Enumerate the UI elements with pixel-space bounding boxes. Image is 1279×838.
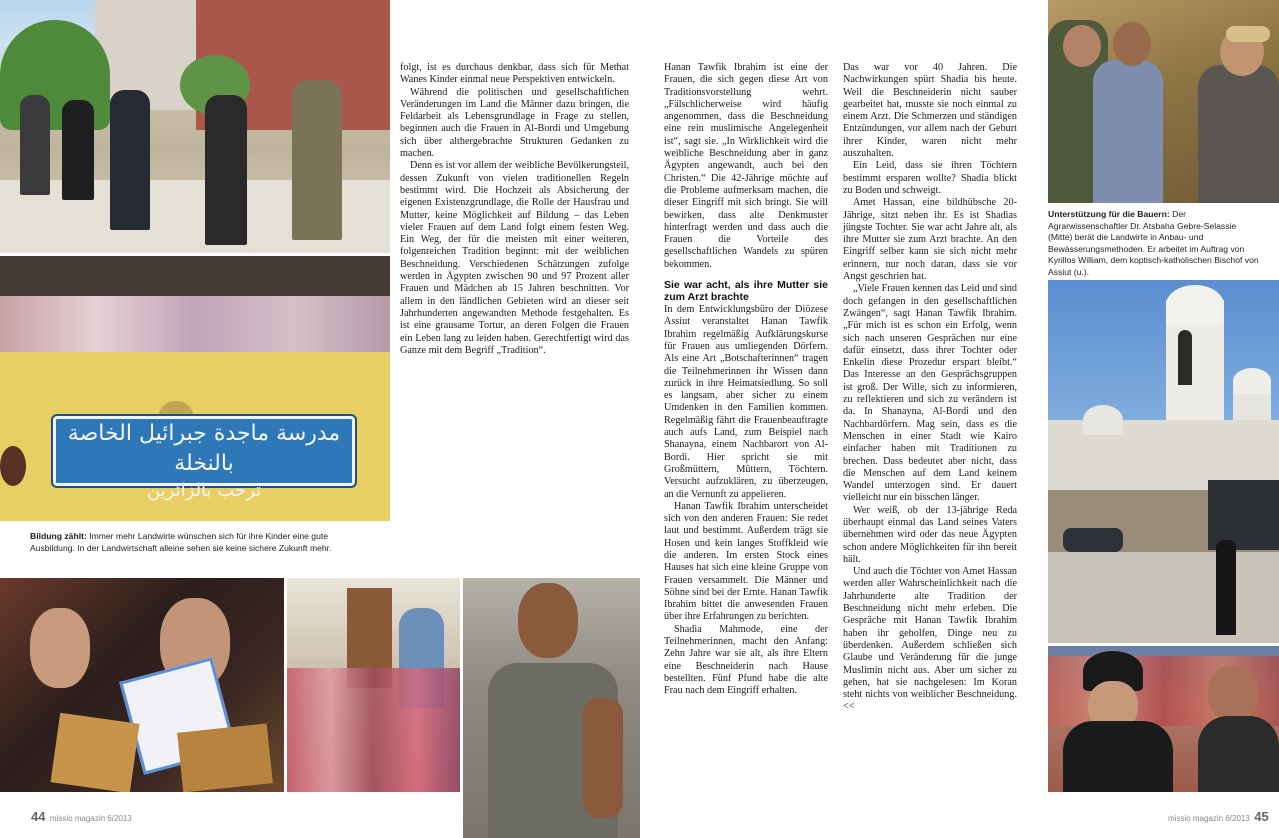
school-sign-line-2: ترحب بالزائرين	[146, 480, 262, 501]
page-number-left: 44	[31, 809, 46, 824]
col1-para-2: Während die politischen und gesellschaftlichen Veränderungen im Land die Männer dazu bringen, die Feldarbeit als Lebensgrundlage in Frage zu stellen, beginnen auch die Frauen in Al-Bordi und Umgebung sich über althergebrachte Strukturen Gedanken zu machen.	[400, 86, 629, 160]
left-folio	[31, 808, 132, 826]
col2-para-2: In dem Entwicklungsbüro der Diözese Assiut veranstaltet Hanan Tawfik Ibrahim regelmäßig Aufklärungskurse für Frauen aus umliegenden Dörfern. Als eine Art „Botschafterinnen“ tragen die Teilnehmerinnen ihr Wissen dann zurück in ihre Heimatsiedlung. So soll es langsam, aber sicher zu einem Umdenken in den Familien kommen. Regelmäßig fährt die Frauenbeauftragte auch aufs Land, zum Beispiel nach Shanayna, einem Nachbarort von Al-Bordi. Hier spricht sie mit Großmüttern, Müttern, Töchtern. Versucht aufzuklären, zu überzeugen, an die Vernunft zu appelieren.	[664, 304, 828, 500]
col2-para-1: Hanan Tawfik Ibrahim ist eine der Frauen, die sich gegen diese Art von Traditionsvorstellung wehrt. „Fälschlicherweise wird häufig angenommen, dass die Beschneidung eine rein muslimische Angelegenheit ist“, sagt sie. „In Wirklichkeit wird die weibliche Beschneidung aber in ganz Ägypten angewandt, auch bei den Christen.“ Die 42-Jährige möchte auf die Probleme aufmerksam machen, die dieser Eingriff mit sich bringt. Sie will bewirken, dass alte Denkmuster hinterfragt werden und dass auch die Frauen die Vorteile des gesellschaftlichen Wandels zu spüren bekommen.	[664, 62, 828, 270]
col3-para-6: Und auch die Töchter von Amet Hassan werden aller Wahrscheinlichkeit nach die Jahrhunderte alte Tradition der Beschneidung nicht mehr erleben. Die Gespräche mit Hanan Tawfik Ibrahim haben ihr geholfen, Dinge neu zu überdenken. Außerdem schließen sich Glaube und Veränderung für die junge Muslimin nicht aus. Aber um sicher zu gehen, hat sie nachgelesen: Im Koran steht nichts von weiblicher Beschneidung. <<	[843, 566, 1017, 713]
col3-para-2: Ein Leid, dass sie ihren Töchtern bestimmt ersparen wollte? Shadia blickt zu Boden und schweigt.	[843, 160, 1017, 196]
caption-bauern-title: Unterstützung für die Bauern:	[1048, 209, 1170, 219]
page-number-right: 45	[1254, 809, 1269, 824]
magazine-name-right: missio magazin 6/2013	[1168, 814, 1250, 823]
photo-church	[1048, 280, 1279, 643]
col3-para-3: Amet Hassan, eine bildhübsche 20-Jährige, sitzt neben ihr. Es ist Shadias jüngste Tochter. Sie war acht Jahre alt, als ihre Mutter sie zum Arzt brachte. An den Eingriff selber kann sie sich nicht mehr erinnern, nur noch daran, dass sie vor Angst geschrien hat.	[843, 197, 1017, 283]
caption-bauern-text: Der Agrarwissenschaftler Dr. Atsbaha Gebre-Selassie (Mitte) berät die Landwirte in Anbau- und Bewässerungsmethoden. Er arbeitet im Auftrag von Kyrillos William, dem koptisch-katholischen Bischof von Assiut (u.).	[1048, 209, 1259, 277]
col2-para-4: Shadia Mahmode, eine der Teilnehmerinnen, macht den Anfang: Zehn Jahre war sie alt, als ihre Eltern eine Beschneiderin nach Hause bestellten. Fünf Pfund habe die alte Frau nach dem Eingriff erhalten.	[664, 623, 828, 697]
photo-women-group	[287, 578, 460, 792]
caption-bauern	[1048, 209, 1262, 279]
col3-para-4: „Viele Frauen kennen das Leid und sind doch gefangen in den gesellschaftlichen Zwängen“, sagt Hanan Tawfik Ibrahim. „Für mich ist es schon ein Erfolg, wenn sich nach unseren Gesprächen nur eine dafür einsetzt, dass ihrer Tochter oder Enkelin diese Prozedur erspart bleibt.“ Das Interesse an den Gesprächsgruppen ist groß. Der Wille, sich zu informieren, zu reflektieren und sich zu verändern ist da. In Shanayna, Al-Bordi und den Nachbardörfern. Mag sein, dass es die Menschen in einer Stadt wie Kairo einfacher haben mit Traditionen zu brechen. Dass bedeutet aber nicht, dass die Menschen auf dem Land keinem Wandel unterzogen sind. Er dauert vielleicht nur ein bisschen länger.	[843, 283, 1017, 504]
magazine-name-left: missio magazin 6/2013	[49, 814, 132, 823]
col1-para-3: Denn es ist vor allem der weibliche Bevölkerungsteil, dessen Zukunft von vielen traditionellen Regeln bestimmt wird. Die Hochzeit als Absicherung der eigenen Existenzgrundlage, die Rolle der Hausfrau und Mutter, keine Möglichkeit auf Bildung – das Leben vieler Frauen auf dem Land folgt einem festen Weg. Ein Weg, der für die meisten mit einer weiteren, folgenreichen Tradition beginnt: mit der weiblichen Beschneidung. Verschiedenen Schätzungen zufolge werden in Ägypten zwischen 90 und 97 Prozent aller Frauen und Mädchen ab 15 Jahren beschnitten. Vor allem in den ländlichen Gebieten wird an dieser seit Jahrhunderten angewandten Methode festgehalten. Es ist eine grausame Tortur, an deren Folgen die Frauen ein Leben lang zu leiden haben. Gerechtfertigt wird das Ganze mit dem Begriff „Tradition“.	[400, 160, 629, 356]
text-column-3	[843, 62, 1017, 714]
col2-para-3: Hanan Tawfik Ibrahim unterscheidet sich von den anderen Frauen: Sie redet laut und bestimmt. Außerdem trägt sie Hosen und kein langes Stoffkleid wie die anderen. Im ersten Stock eines Hauses hat sich eine kleine Gruppe von Frauen versammelt. Die Männer und Söhne sind bei der Ernte. Hanan Tawfik Ibrahim bittet die anwesenden Frauen über ihre Erfahrungen zu berichten.	[664, 500, 828, 623]
col1-para-1: folgt, ist es durchaus denkbar, dass sich für Methat Wanes Kinder einmal neue Perspektiven entwickeln.	[400, 62, 629, 86]
photo-graduates	[0, 578, 284, 792]
photo-school-window-children	[0, 256, 390, 521]
photo-young-man	[463, 578, 640, 838]
right-folio	[1168, 808, 1269, 826]
text-column-1	[400, 62, 629, 357]
caption-bildung-text: Immer mehr Landwirte wünschen sich für ihre Kinder eine gute Ausbildung. In der Landwirtschaft alleine sehen sie keine sichere Zukunft mehr.	[30, 531, 332, 553]
photo-schoolyard	[0, 0, 390, 253]
school-sign	[53, 416, 355, 501]
col3-para-1: Das war vor 40 Jahren. Die Nachwirkungen spürt Shadia bis heute. Weil die Beschneiderin nicht sauber gearbeitet hat, musste sie noch einmal zu einem Arzt. Die Schmerzen und ständigen Entzündungen, vor allem nach der Geburt ihrer Kinder, waren nicht mehr auszuhalten.	[843, 62, 1017, 160]
photo-farmers-wheat	[1048, 0, 1279, 203]
photo-bishop	[1048, 646, 1279, 792]
caption-bildung-title: Bildung zählt:	[30, 531, 87, 541]
school-sign-line-1: مدرسة ماجدة جبرائيل الخاصة بالنخلة	[67, 421, 341, 476]
col3-para-5: Wer weiß, ob der 13-jährige Reda überhaupt einmal das Land seines Vaters übernehmen wird oder das neue Ägypten schon andere Möglichkeiten für ihn bereit hält.	[843, 504, 1017, 565]
caption-bildung	[30, 531, 374, 554]
section-heading: Sie war acht, als ihre Mutter sie zum Arzt brachte	[664, 279, 828, 304]
text-column-2	[664, 62, 828, 698]
